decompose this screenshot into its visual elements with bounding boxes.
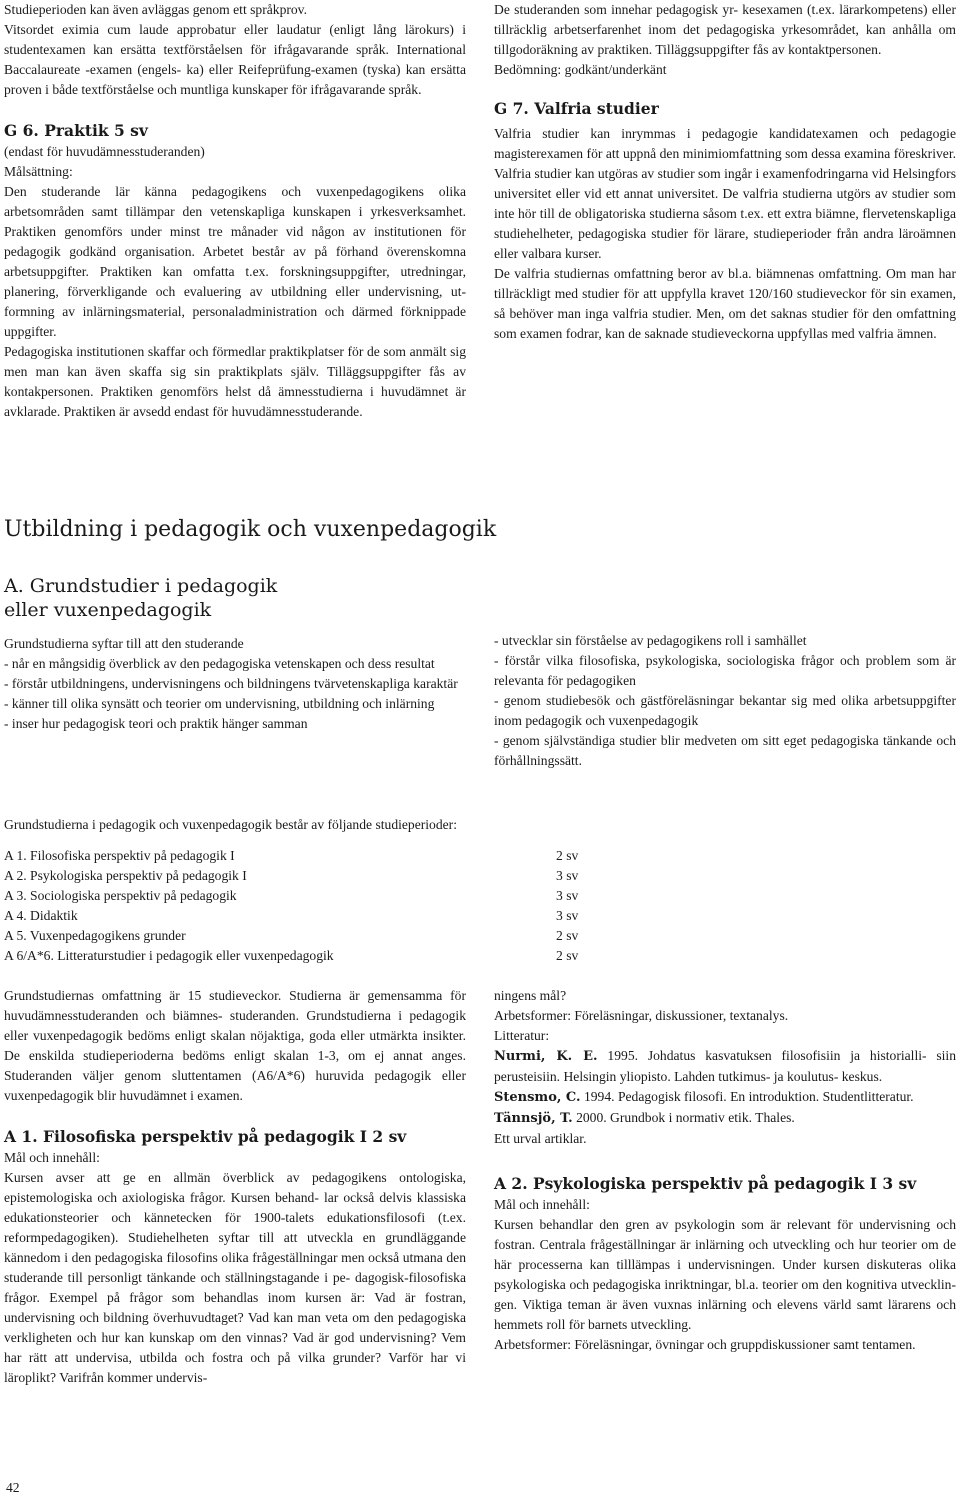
a1-label: Mål och innehåll: (4, 1150, 100, 1165)
course-row (4, 906, 604, 926)
goal-item: - utvecklar sin förståelse av pedagogikens roll i samhället (494, 633, 807, 648)
course-credits: 3 sv (556, 908, 579, 923)
periods-intro: Grundstudierna i pedagogik och vuxenpedagogik består av följande studieperioder: (4, 817, 457, 832)
reference-text: 1995. Johdatus kasvatuksen filosofisiin ja historialli- siin perusteisiin. Helsingin yliopisto. Lahden tutkimus- ja koulutus- keskus. (494, 1048, 957, 1084)
course-credits: 2 sv (556, 848, 579, 863)
goal-item: - genom studiebesök och gästföreläsningar bekantar sig med olika arbetsuppgifter inom pedagogik och vuxenpedagogik (494, 693, 956, 728)
right-top-column (494, 0, 956, 344)
goal-item: - förstår utbildningens, undervisningens och bildningens tvärvetenskapliga karaktär (4, 676, 458, 691)
g7-paragraph: De valfria studiernas omfattning beror av bl.a. biämnenas omfattning. Om man har tillräckligt med studier för att uppfylla kravet 120/160 studieveckor för sin examen, så behöver man inga valfria studier. Men, om det saknas studier för den omfattning som examen fodrar, kan de saknade studieveckorna uppfyllas med valfria ämnen. (494, 266, 956, 341)
reference-entry (494, 1108, 956, 1129)
reference-author: Stensmo, C. (494, 1090, 581, 1105)
course-table (4, 846, 604, 966)
g6-goal-label: Målsättning: (4, 164, 73, 179)
page-number: 42 (6, 1480, 20, 1495)
a2-heading: A 2. Psykologiska perspektiv på pedagogik I 3 sv (494, 1174, 917, 1193)
g6-subheading: (endast för huvudämnesstuderanden) (4, 144, 205, 159)
goal-item: - inser hur pedagogisk teori och praktik hänger samman (4, 716, 308, 731)
spacer (494, 80, 956, 98)
spacer (494, 1149, 956, 1173)
major-heading: Utbildning i pedagogik och vuxenpedagogik (4, 517, 497, 542)
course-credits: 3 sv (556, 868, 579, 883)
intro-line: Studieperioden kan även avläggas genom ett språkprov. (4, 2, 307, 17)
course-row (4, 946, 604, 966)
course-name: A 2. Psykologiska perspektiv på pedagogik I (4, 868, 247, 883)
a1-continuation: ningens mål? (494, 988, 567, 1003)
goals-intro: Grundstudierna syftar till att den studerande (4, 636, 244, 651)
goal-item: - genom självständiga studier blir medveten om sitt eget pedagogiska tänkande och förhållningssätt. (494, 733, 956, 768)
reference-author: Tännsjö, T. (494, 1111, 573, 1126)
reference-text: 2000. Grundbok i normativ etik. Thales. (572, 1110, 795, 1125)
a1-heading: A 1. Filosofiska perspektiv på pedagogik I 2 sv (4, 1127, 407, 1146)
reference-entry (494, 1087, 956, 1108)
section-a-heading-line-1: A. Grundstudier i pedagogik (4, 575, 278, 597)
assessment-line: Bedömning: godkänt/underkänt (494, 62, 667, 77)
course-name: A 1. Filosofiska perspektiv på pedagogik I (4, 848, 235, 863)
g7-paragraph: Valfria studier kan inrymmas i pedagogie kandidatexamen och pedagogie magisterexamen för att uppnå den minimiomfattning som dessa examina föreskriver. Valfria studier kan utgöras av studier som ingår i examenfodringarna vid Helsingfors universitet eller vid ett annat universitet. De valfria studierna utgörs av studier som inte hör till de obligatoriska studierna såsom t.ex. ett extra biämne, flervetenskapliga studiehelheter, pedagogiska studier för lärare, studieperioder från andra läroämnen eller valbara kurser. (494, 126, 956, 261)
course-name: A 5. Vuxenpedagogikens grunder (4, 928, 186, 943)
intro-paragraph: Vitsordet eximia cum laude approbatur eller laudatur (enligt lång lärokurs) i studentexamen kan ersätta textförståelsen för ifrågavarande språk. International Baccalaureate -examen (engels- ka) eller Reifeprüfung-examen (tyska) kan ersätta proven i både textförståelse och muntliga kunskaper för ifrågavarande språk. (4, 22, 466, 97)
a2-label: Mål och innehåll: (494, 1197, 590, 1212)
reference-extra: Ett urval artiklar. (494, 1131, 587, 1146)
spacer (4, 1106, 466, 1126)
scope-paragraph: Grundstudiernas omfattning är 15 studieveckor. Studierna är gemensamma för huvudämnesstuderanden och biämnes- studeranden. Grundstudierna i pedagogik eller vuxenpedagogik bedöms enligt skalan nöjaktiga, goda eller utmärkta insikter. De enskilda studieperioderna bedöms enligt skalan 1-3, om ej annat anges. Studeranden väljer genom sluttentamen (A6/A*6) huruvida pedagogik eller vuxenpedagogik blir huvudämnet i examen. (4, 988, 466, 1103)
section-a-heading-line-2: eller vuxenpedagogik (4, 599, 212, 621)
left-top-column (4, 0, 466, 422)
right-bottom-column (494, 986, 956, 1355)
course-row (4, 846, 604, 866)
spacer (4, 100, 466, 120)
course-name: A 3. Sociologiska perspektiv på pedagogik (4, 888, 237, 903)
goals-left-column (4, 634, 466, 734)
reference-author: Nurmi, K. E. (494, 1049, 598, 1064)
g6-paragraph: Den studerande lär känna pedagogikens och vuxenpedagogikens olika arbetsområden samt tillämpar den vetenskapliga kunskapen i yrkesverksamhet. Praktiken genomförs under minst tre månader vid någon av institutionen för pedagogik godkänd organisation. Arbetet består av på förhand överenskomna arbetsuppgifter. Praktiken kan omfatta t.ex. forskningsuppgifter, utredningar, planering, förverkligande och evaluering av utbildning eller undervisning, ut- formning av inlärningsmaterial, personaladministration och därmed förknippade uppgifter. (4, 184, 466, 339)
g6-heading: G 6. Praktik 5 sv (4, 121, 148, 140)
left-bottom-column (4, 986, 466, 1388)
a2-methods: Arbetsformer: Föreläsningar, övningar och gruppdiskussioner samt tentamen. (494, 1337, 916, 1352)
course-name: A 4. Didaktik (4, 908, 78, 923)
g6-paragraph: Pedagogiska institutionen skaffar och förmedlar praktikplatser för de som anmält sig men man kan även skaffa sig sin praktikplats själv. Tilläggsuppgifter fås av kontakpersonen. Praktiken genomförs helst då ämnesstudierna i huvudämnet är avklarade. Praktiken är avsedd endast för huvudämnesstuderande. (4, 344, 466, 419)
a1-paragraph: Kursen avser att ge en allmän överblick av pedagogikens ontologiska, epistemologiska och axiologiska frågor. Kursen behand- lar också delvis klassiska edukationsteorier och kännetecken för 1900-talets edukationsfilosofi (t.ex. reformpedagogiken). Studiehelheten syftar till att utveckla en grundläggande kännedom i den pedagogiska filosofins olika frågeställningar men också utmana den studerande till personligt tänkande och ställningstagande i pe- dagogisk-filosofiska frågor. Exempel på frågor som behandlas inom kursen är: Vad är fostran, undervisning och bildning överhuvudtaget? Vad kan man veta om den pedagogiska verkligheten och hur kan kunskap om den vinnas? Vad är god undervisning? Vem har rätt att undervisa, utbilda och fostra och på vilka grunder? Varför har vi läroplikt? Varifrån kommer undervis- (4, 1170, 466, 1385)
course-credits: 3 sv (556, 888, 579, 903)
goal-item: - når en mångsidig överblick av den pedagogiska vetenskapen och dess resultat (4, 656, 435, 671)
course-row (4, 866, 604, 886)
a2-paragraph: Kursen behandlar den gren av psykologin som är relevant för undervisning och fostran. Centrala frågeställningar är inlärning och utveckling och hur teorier om de här processerna kan tilllämpas i undervisningen. Under kursen diskuteras olika psykologiska och pedagogiska inriktningar, bl.a. teorier om den kognitiva utvecklin- gen. Viktiga teman är även vuxnas inlärning och elevens värld samt lärarens och hemmets roll för barnets utveckling. (494, 1217, 956, 1332)
goals-right-column (494, 631, 956, 771)
a1-methods: Arbetsformer: Föreläsningar, diskussioner, textanalys. (494, 1008, 789, 1023)
reference-entry (494, 1046, 956, 1087)
section-a-heading (4, 574, 464, 622)
course-row (4, 886, 604, 906)
tillgodorakning-paragraph: De studeranden som innehar pedagogisk yr- kesexamen (t.ex. lärarkompetens) eller tillräcklig arbetserfarenhet inom det pedagogiska yrkesområdet, kan anhålla om tillgodoräkning av praktiken. Tilläggsuppgifter fås av kontaktpersonen. (494, 2, 956, 57)
course-credits: 2 sv (556, 928, 579, 943)
reference-text: 1994. Pedagogisk filosofi. En introduktion. Studentlitteratur. (580, 1089, 914, 1104)
literature-label: Litteratur: (494, 1028, 550, 1043)
course-row (4, 926, 604, 946)
g7-heading: G 7. Valfria studier (494, 99, 659, 118)
goal-item: - förstår vilka filosofiska, psykologiska, sociologiska frågor och problem som är relevanta för pedagogiken (494, 653, 956, 688)
goal-item: - känner till olika synsätt och teorier om undervisning, utbildning och inlärning (4, 696, 435, 711)
course-name: A 6/A*6. Litteraturstudier i pedagogik eller vuxenpedagogik (4, 948, 334, 963)
course-credits: 2 sv (556, 948, 579, 963)
